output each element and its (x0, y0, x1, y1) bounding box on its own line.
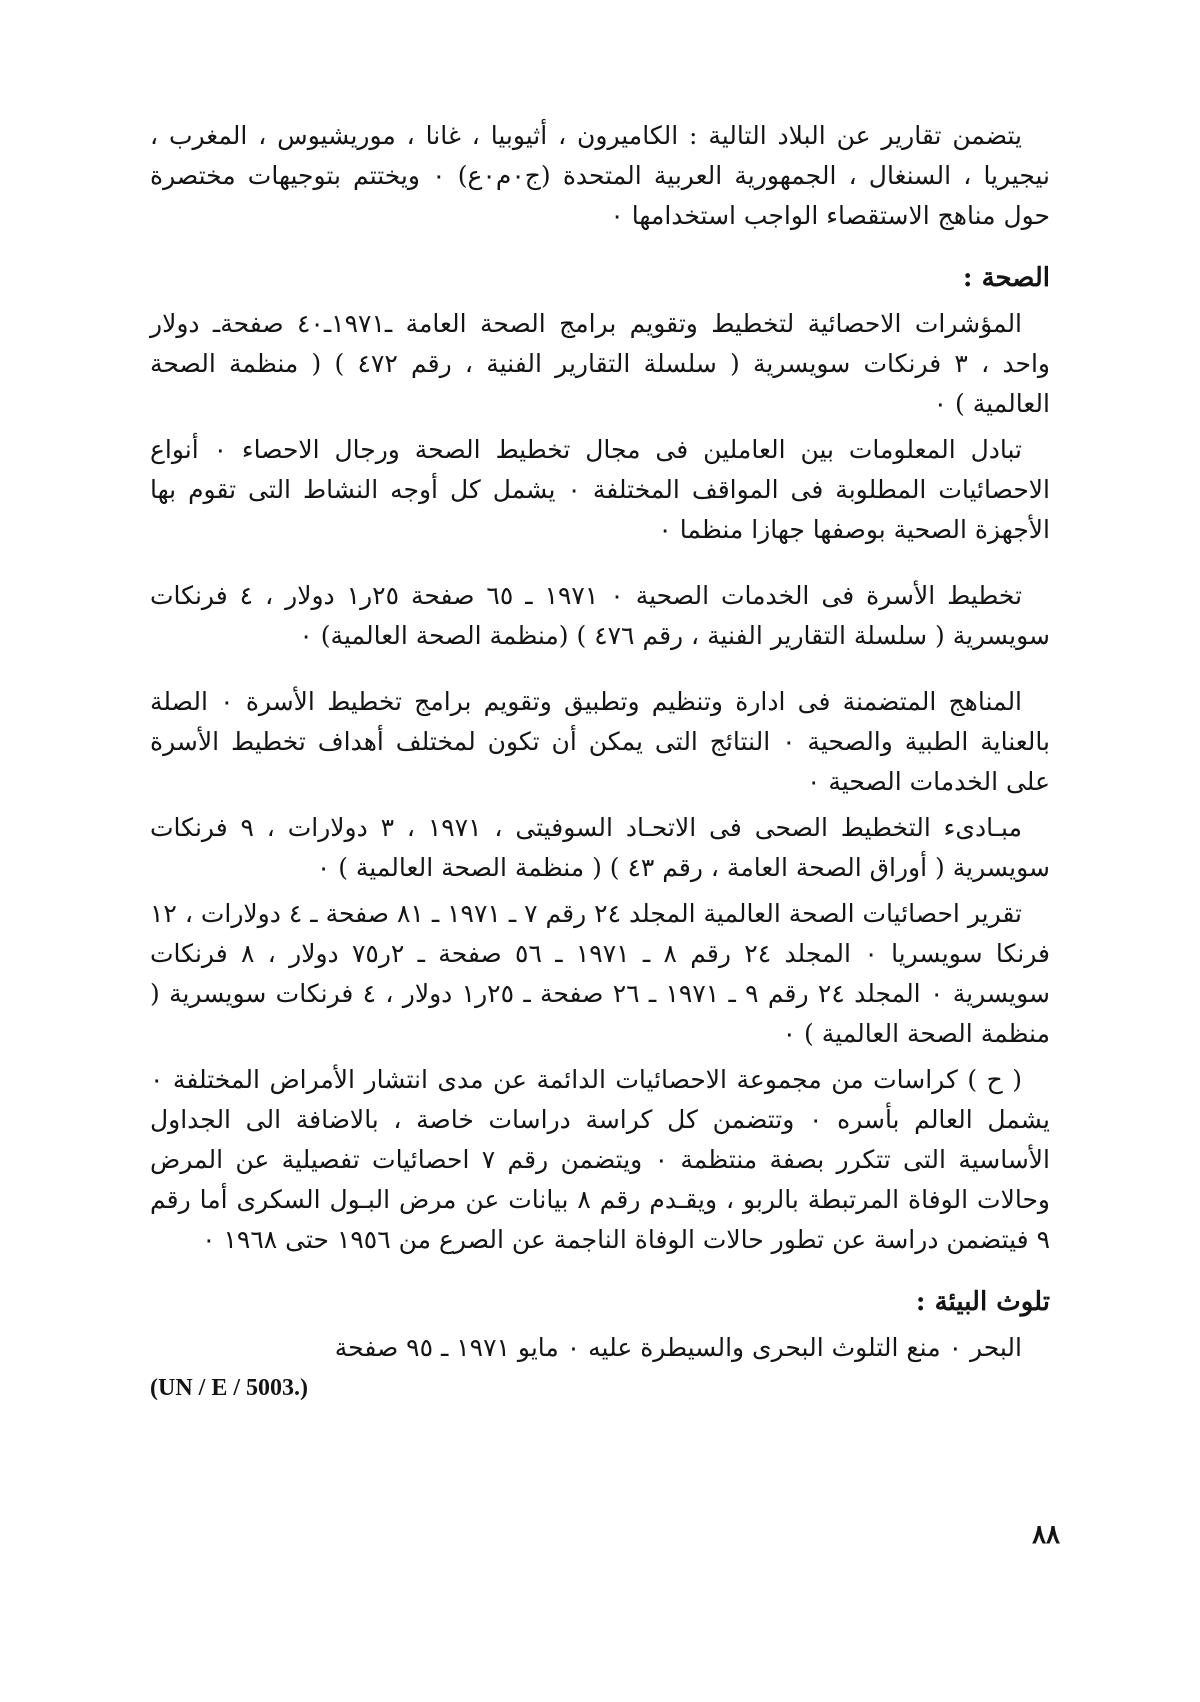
paragraph-family-planning: تخطيط الأسرة فى الخدمات الصحية ٠ ١٩٧١ ـ ٦٥ صفحة ٢٥ر١ دولار ، ٤ فرنكات سويسرية ( سلسلة التقارير الفنية ، رقم ٤٧٦ ) (منظمة الصحة العالمية) ٠ (150, 581, 1050, 650)
page-number: ٨٨ (1032, 1520, 1060, 1550)
section-heading-pollution: تلوث البيئة : (915, 1287, 1050, 1317)
paragraph-health-indicators: المؤشرات الاحصائية لتخطيط وتقويم برامج الصحة العامة ـ١٩٧١ـ٤٠ صفحةـ دولار واحد ، ٣ فرنكات سويسرية ( سلسلة التقارير الفنية ، رقم ٤٧٢ ) ( منظمة الصحة العالمية ) ٠ (150, 309, 1050, 418)
section-heading-health: الصحة : (962, 263, 1050, 293)
paragraph-family-planning-methods: المناهج المتضمنة فى ادارة وتنظيم وتطبيق وتقويم برامج تخطيط الأسرة ٠ الصلة بالعناية الطبية والصحية ٠ النتائج التى يمكن أن تكون لمختلف أهداف تخطيط الأسرة على الخدمات الصحية ٠ (150, 687, 1050, 796)
page-body (150, 116, 1050, 1408)
document-reference-code: (UN / E / 5003.) (150, 1375, 308, 1401)
paragraph-information-exchange: تبادل المعلومات بين العاملين فى مجال تخطيط الصحة ورجال الاحصاء ٠ أنواع الاحصائيات المطلوبة فى المواقف المختلفة ٠ يشمل كل أوجه النشاط التى تقوم بها الأجهزة الصحية بوصفها جهازا منظما ٠ (150, 435, 1050, 544)
paragraph-marine-pollution: البحر ٠ منع التلوث البحرى والسيطرة عليه ٠ مايو ١٩٧١ ـ ٩٥ صفحة (334, 1333, 1022, 1362)
paragraph-soviet-health-planning: مبـادىء التخطيط الصحى فى الاتحـاد السوفيتى ، ١٩٧١ ، ٣ دولارات ، ٩ فرنكات سويسرية ( أوراق الصحة العامة ، رقم ٤٣ ) ( منظمة الصحة العالمية ) ٠ (150, 813, 1050, 882)
paragraph-disease-statistics: ( ح ) كراسات من مجموعة الاحصائيات الدائمة عن مدى انتشار الأمراض المختلفة ٠ يشمل العالم بأسره ٠ وتتضمن كل كراسة دراسات خاصة ، بالاضافة الى الجداول الأساسية التى تتكرر بصفة منتظمة ٠ ويتضمن رقم ٧ احصائيات تفصيلية عن المرض وحالات الوفاة المرتبطة بالربو ، ويقـدم رقم ٨ بيانات عن مرض البـول السكرى أما رقم ٩ فيتضمن دراسة عن تطور حالات الوفاة الناجمة عن الصرع من ١٩٥٦ حتى ١٩٦٨ ٠ (150, 1065, 1050, 1254)
paragraph-countries: يتضمن تقارير عن البلاد التالية : الكاميرون ، أثيوبيا ، غانا ، موريشيوس ، المغرب ، نيجيريا ، السنغال ، الجمهورية العربية المتحدة (ج٠م٠ع) ٠ ويختتم بتوجيهات مختصرة حول مناهج الاستقصاء الواجب استخدامها ٠ (150, 121, 1050, 230)
paragraph-world-health-statistics: تقرير احصائيات الصحة العالمية المجلد ٢٤ رقم ٧ ـ ١٩٧١ ـ ٨١ صفحة ـ ٤ دولارات ، ١٢ فرنكا سويسريا ٠ المجلد ٢٤ رقم ٨ ـ ١٩٧١ ـ ٥٦ صفحة ـ ٢ر٧٥ دولار ، ٨ فرنكات سويسرية ٠ المجلد ٢٤ رقم ٩ ـ ١٩٧١ ـ ٢٦ صفحة ـ ٢٥ر١ دولار ، ٤ فرنكات سويسرية ( منظمة الصحة العالمية ) ٠ (150, 899, 1050, 1048)
